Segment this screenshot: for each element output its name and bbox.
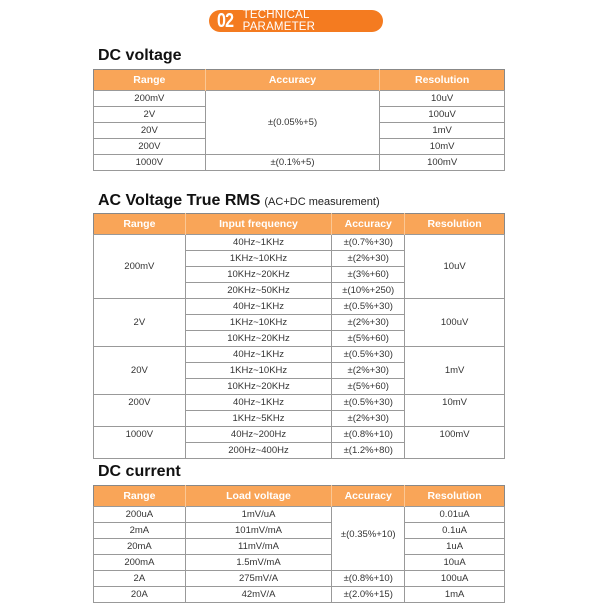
header-resolution: Resolution [380, 70, 505, 91]
frequency-cell: 1KHz~5KHz [185, 411, 332, 427]
range-cell: 200V [94, 139, 206, 155]
load-voltage-cell: 1mV/uA [185, 507, 332, 523]
resolution-cell: 10uV [405, 235, 505, 299]
frequency-cell: 1KHz~10KHz [185, 315, 332, 331]
load-voltage-cell: 275mV/A [185, 571, 332, 587]
accuracy-cell: ±(0.5%+30) [332, 395, 405, 411]
frequency-cell: 1KHz~10KHz [185, 363, 332, 379]
table-header [94, 486, 505, 507]
header-resolution: Resolution [405, 214, 505, 235]
accuracy-cell: ±(0.7%+30) [332, 235, 405, 251]
ac-voltage-subtitle: (AC+DC measurement) [264, 196, 380, 208]
range-cell: 2A [94, 571, 186, 587]
accuracy-cell: ±(0.8%+10) [332, 571, 405, 587]
table-row [94, 155, 505, 171]
accuracy-cell: ±(2.0%+15) [332, 587, 405, 603]
range-cell: 20A [94, 587, 186, 603]
dc-voltage-title: DC voltage [98, 47, 182, 64]
table-row [94, 91, 505, 107]
accuracy-cell: ±(10%+250) [332, 283, 405, 299]
table-row [94, 299, 505, 315]
dc-current-table [93, 485, 505, 603]
table-header [94, 214, 505, 235]
range-cell: 200mA [94, 555, 186, 571]
resolution-cell: 100uV [405, 299, 505, 347]
resolution-cell: 1mA [405, 587, 505, 603]
accuracy-cell: ±(2%+30) [332, 363, 405, 379]
ac-voltage-table [93, 213, 505, 459]
load-voltage-cell: 101mV/mA [185, 523, 332, 539]
load-voltage-cell: 11mV/mA [185, 539, 332, 555]
header-accuracy: Accuracy [205, 70, 380, 91]
table-row [94, 587, 505, 603]
header-range: Range [94, 214, 186, 235]
frequency-cell: 10KHz~20KHz [185, 379, 332, 395]
resolution-cell: 1mV [405, 347, 505, 395]
frequency-cell: 40Hz~1KHz [185, 395, 332, 411]
resolution-cell: 10uA [405, 555, 505, 571]
header-load-voltage: Load voltage [185, 486, 332, 507]
table-row [94, 555, 505, 571]
range-cell: 20V [94, 123, 206, 139]
table-row [94, 395, 505, 411]
accuracy-cell: ±(2%+30) [332, 411, 405, 427]
frequency-cell: 40Hz~1KHz [185, 235, 332, 251]
load-voltage-cell: 42mV/A [185, 587, 332, 603]
accuracy-cell: ±(0.5%+30) [332, 299, 405, 315]
header-accuracy: Accuracy [332, 214, 405, 235]
resolution-cell: 1mV [380, 123, 505, 139]
resolution-cell: 100mV [380, 155, 505, 171]
range-cell: 20V [94, 347, 186, 395]
header-accuracy: Accuracy [332, 486, 405, 507]
range-cell: 200mV [94, 235, 186, 299]
ac-voltage-title: AC Voltage True RMS (AC+DC measurement) [98, 192, 380, 209]
frequency-cell: 1KHz~10KHz [185, 251, 332, 267]
resolution-cell: 100uV [380, 107, 505, 123]
table-header [94, 70, 505, 91]
accuracy-cell: ±(0.1%+5) [205, 155, 380, 171]
range-cell: 2mA [94, 523, 186, 539]
range-cell: 20mA [94, 539, 186, 555]
table-row [94, 523, 505, 539]
table-row [94, 571, 505, 587]
range-cell: 200V [94, 395, 186, 427]
section-banner [209, 10, 383, 32]
frequency-cell: 10KHz~20KHz [185, 267, 332, 283]
frequency-cell: 20KHz~50KHz [185, 283, 332, 299]
frequency-cell: 200Hz~400Hz [185, 443, 332, 459]
resolution-cell: 100mV [405, 427, 505, 459]
accuracy-cell: ±(5%+60) [332, 379, 405, 395]
resolution-cell: 1uA [405, 539, 505, 555]
frequency-cell: 40Hz~1KHz [185, 299, 332, 315]
accuracy-cell: ±(0.35%+10) [332, 507, 405, 571]
resolution-cell: 10mV [380, 139, 505, 155]
resolution-cell: 10mV [405, 395, 505, 427]
range-cell: 2V [94, 107, 206, 123]
dc-voltage-table [93, 69, 505, 171]
range-cell: 1000V [94, 427, 186, 459]
accuracy-cell: ±(3%+60) [332, 267, 405, 283]
header-resolution: Resolution [405, 486, 505, 507]
section-number: 02 [217, 9, 234, 32]
frequency-cell: 40Hz~200Hz [185, 427, 332, 443]
header-range: Range [94, 486, 186, 507]
table-row [94, 427, 505, 443]
frequency-cell: 40Hz~1KHz [185, 347, 332, 363]
accuracy-cell: ±(2%+30) [332, 251, 405, 267]
table-row [94, 507, 505, 523]
load-voltage-cell: 1.5mV/mA [185, 555, 332, 571]
accuracy-cell: ±(0.5%+30) [332, 347, 405, 363]
resolution-cell: 100uA [405, 571, 505, 587]
range-cell: 1000V [94, 155, 206, 171]
accuracy-cell: ±(1.2%+80) [332, 443, 405, 459]
accuracy-cell: ±(2%+30) [332, 315, 405, 331]
section-title: TECHNICAL PARAMETER [242, 9, 316, 33]
dc-current-title: DC current [98, 463, 181, 480]
resolution-cell: 0.1uA [405, 523, 505, 539]
table-row [94, 235, 505, 251]
range-cell: 200uA [94, 507, 186, 523]
table-row [94, 539, 505, 555]
range-cell: 200mV [94, 91, 206, 107]
resolution-cell: 10uV [380, 91, 505, 107]
range-cell: 2V [94, 299, 186, 347]
accuracy-cell: ±(0.05%+5) [205, 91, 380, 155]
table-row [94, 347, 505, 363]
accuracy-cell: ±(5%+60) [332, 331, 405, 347]
header-input-frequency: Input frequency [185, 214, 332, 235]
frequency-cell: 10KHz~20KHz [185, 331, 332, 347]
accuracy-cell: ±(0.8%+10) [332, 427, 405, 443]
resolution-cell: 0.01uA [405, 507, 505, 523]
header-range: Range [94, 70, 206, 91]
